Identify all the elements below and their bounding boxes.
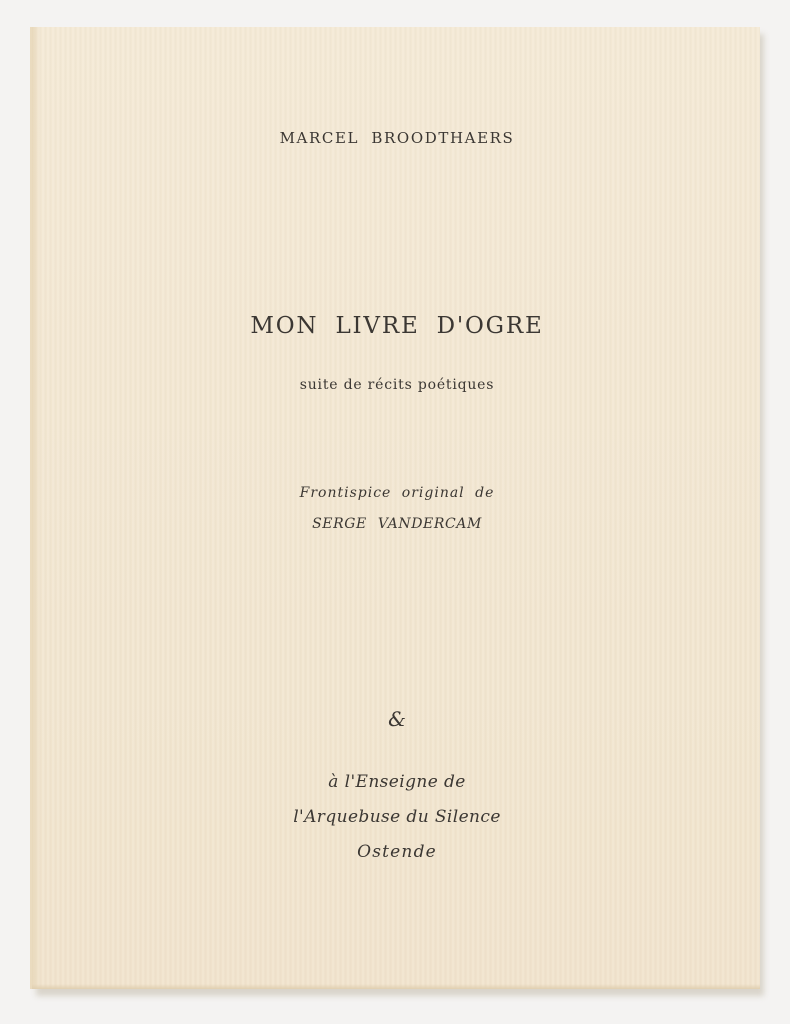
frontispiece-credit: Frontispice original de <box>299 485 495 501</box>
book-subtitle: suite de récits poétiques <box>299 377 495 393</box>
ampersand-ornament: & <box>388 707 406 731</box>
publisher-line-2: l'Arquebuse du Silence <box>293 807 501 827</box>
author-name: MARCEL BROODTHAERS <box>279 129 515 147</box>
book-title: MON LIVRE D'OGRE <box>250 313 544 339</box>
book-cover <box>30 27 760 989</box>
frontispiece-artist: SERGE VANDERCAM <box>312 516 482 532</box>
bottom-edge <box>32 984 760 989</box>
publisher-line-1: à l'Enseigne de <box>328 772 466 792</box>
publisher-city: Ostende <box>357 842 437 862</box>
